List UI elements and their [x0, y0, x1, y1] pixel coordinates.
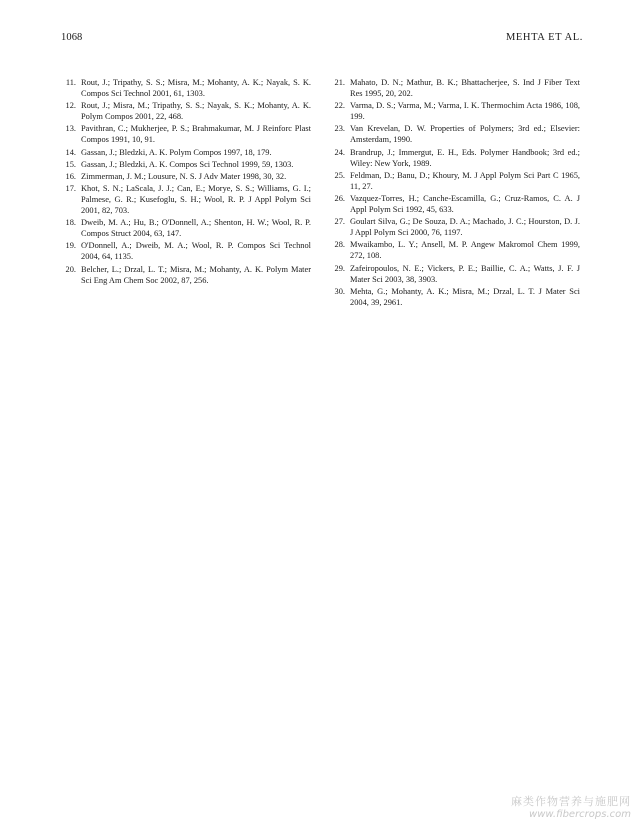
- references-left-column: [61, 77, 311, 287]
- reference-number: 18.: [65, 218, 76, 228]
- reference-number: 30.: [334, 286, 345, 296]
- reference-item: [330, 170, 580, 192]
- reference-number: 11.: [65, 78, 76, 87]
- reference-text: Belcher, L.; Drzal, L. T.; Misra, M.; Mohanty, A. K. Polym Mater Sci Eng Am Chem Soc 2002, 87, 256.: [81, 264, 311, 285]
- reference-item: [61, 183, 311, 216]
- reference-item: [330, 193, 580, 215]
- reference-item: [61, 77, 311, 99]
- reference-number: 21.: [334, 78, 345, 87]
- reference-text: Khot, S. N.; LaScala, J. J.; Can, E.; Morye, S. S.; Williams, G. I.; Palmese, G. R.; Kusefoglu, S. H.; Wool, R. P. J Appl Polym Sci 2001, 82, 703.: [81, 183, 311, 216]
- reference-text: Rout, J.; Misra, M.; Tripathy, S. S.; Nayak, S. K.; Mohanty, A. K. Polym Compos 2001, 22, 468.: [81, 101, 311, 122]
- reference-item: [330, 263, 580, 285]
- reference-number: 25.: [334, 170, 345, 180]
- reference-item: [61, 100, 311, 122]
- reference-text: Mehta, G.; Mohanty, A. K.; Misra, M.; Drzal, L. T. J Mater Sci 2004, 39, 2961.: [350, 286, 580, 307]
- reference-item: [61, 171, 311, 182]
- reference-item: [330, 216, 580, 238]
- reference-text: Mwaikambo, L. Y.; Ansell, M. P. Angew Makromol Chem 1999, 272, 108.: [350, 240, 580, 261]
- reference-number: 16.: [65, 171, 76, 181]
- reference-number: 19.: [65, 241, 76, 251]
- reference-number: 23.: [334, 124, 345, 134]
- watermark-site-name: 麻类作物营养与施肥网: [511, 795, 631, 808]
- reference-item: [330, 100, 580, 122]
- reference-item: [330, 77, 580, 99]
- reference-text: Vazquez-Torres, H.; Canche-Escamilla, G.; Cruz-Ramos, C. A. J Appl Polym Sci 1992, 45, 633.: [350, 193, 580, 215]
- reference-number: 15.: [65, 159, 76, 169]
- reference-number: 28.: [334, 240, 345, 250]
- reference-text: O'Donnell, A.; Dweib, M. A.; Wool, R. P. Compos Sci Technol 2004, 64, 1135.: [81, 241, 311, 262]
- reference-text: Zimmerman, J. M.; Lousure, N. S. J Adv Mater 1998, 30, 32.: [81, 171, 287, 181]
- reference-number: 14.: [65, 147, 76, 157]
- reference-item: [330, 286, 580, 308]
- reference-number: 24.: [334, 147, 345, 157]
- page-header: [61, 32, 583, 46]
- reference-text: Feldman, D.; Banu, D.; Khoury, M. J Appl Polym Sci Part C 1965, 11, 27.: [350, 170, 580, 191]
- reference-number: 20.: [65, 264, 76, 274]
- reference-item: [61, 123, 311, 145]
- reference-number: 17.: [65, 183, 76, 193]
- reference-text: Rout, J.; Tripathy, S. S.; Misra, M.; Mohanty, A. K.; Nayak, S. K. Compos Sci Technol 2001, 61, 1303.: [81, 78, 311, 99]
- reference-item: [61, 240, 311, 262]
- reference-number: 12.: [65, 101, 76, 111]
- watermark-url: www.fibercrops.com: [529, 809, 631, 820]
- reference-item: [61, 264, 311, 286]
- page-number: 1068: [61, 32, 83, 43]
- reference-item: [61, 147, 311, 158]
- watermark: [511, 793, 631, 820]
- reference-text: Varma, D. S.; Varma, M.; Varma, I. K. Thermochim Acta 1986, 108, 199.: [350, 101, 580, 122]
- reference-item: [330, 239, 580, 261]
- reference-text: Pavithran, C.; Mukherjee, P. S.; Brahmakumar, M. J Reinforc Plast Compos 1991, 10, 91.: [81, 124, 311, 145]
- references-right-column: [330, 77, 580, 309]
- reference-text: Zafeiropoulos, N. E.; Vickers, P. E.; Baillie, C. A.; Watts, J. F. J Mater Sci 2003, 38, 3903.: [350, 263, 580, 284]
- running-head: MEHTA ET AL.: [505, 32, 583, 43]
- reference-number: 27.: [334, 217, 345, 227]
- reference-item: [61, 159, 311, 170]
- reference-text: Van Krevelan, D. W. Properties of Polymers; 3rd ed.; Elsevier: Amsterdam, 1990.: [350, 124, 580, 145]
- reference-text: Gassan, J.; Bledzki, A. K. Polym Compos 1997, 18, 179.: [81, 147, 272, 157]
- reference-text: Mahato, D. N.; Mathur, B. K.; Bhattacherjee, S. Ind J Fiber Text Res 1995, 20, 202.: [350, 78, 580, 99]
- reference-item: [330, 147, 580, 169]
- reference-item: [330, 123, 580, 145]
- reference-text: Brandrup, J.; Immergut, E. H., Eds. Polymer Handbook; 3rd ed.; Wiley: New York, 1989.: [350, 147, 580, 168]
- reference-number: 13.: [65, 124, 76, 134]
- reference-text: Dweib, M. A.; Hu, B.; O'Donnell, A.; Shenton, H. W.; Wool, R. P. Compos Struct 2004, 63, 147.: [81, 218, 311, 239]
- reference-number: 26.: [334, 193, 345, 203]
- reference-text: Gassan, J.; Bledzki, A. K. Compos Sci Technol 1999, 59, 1303.: [81, 159, 294, 169]
- reference-number: 22.: [334, 101, 345, 111]
- reference-text: Goulart Silva, G.; De Souza, D. A.; Machado, J. C.; Hourston, D. J. J Appl Polym Sci 2000, 76, 1197.: [350, 217, 580, 238]
- reference-number: 29.: [334, 263, 345, 273]
- reference-item: [61, 217, 311, 239]
